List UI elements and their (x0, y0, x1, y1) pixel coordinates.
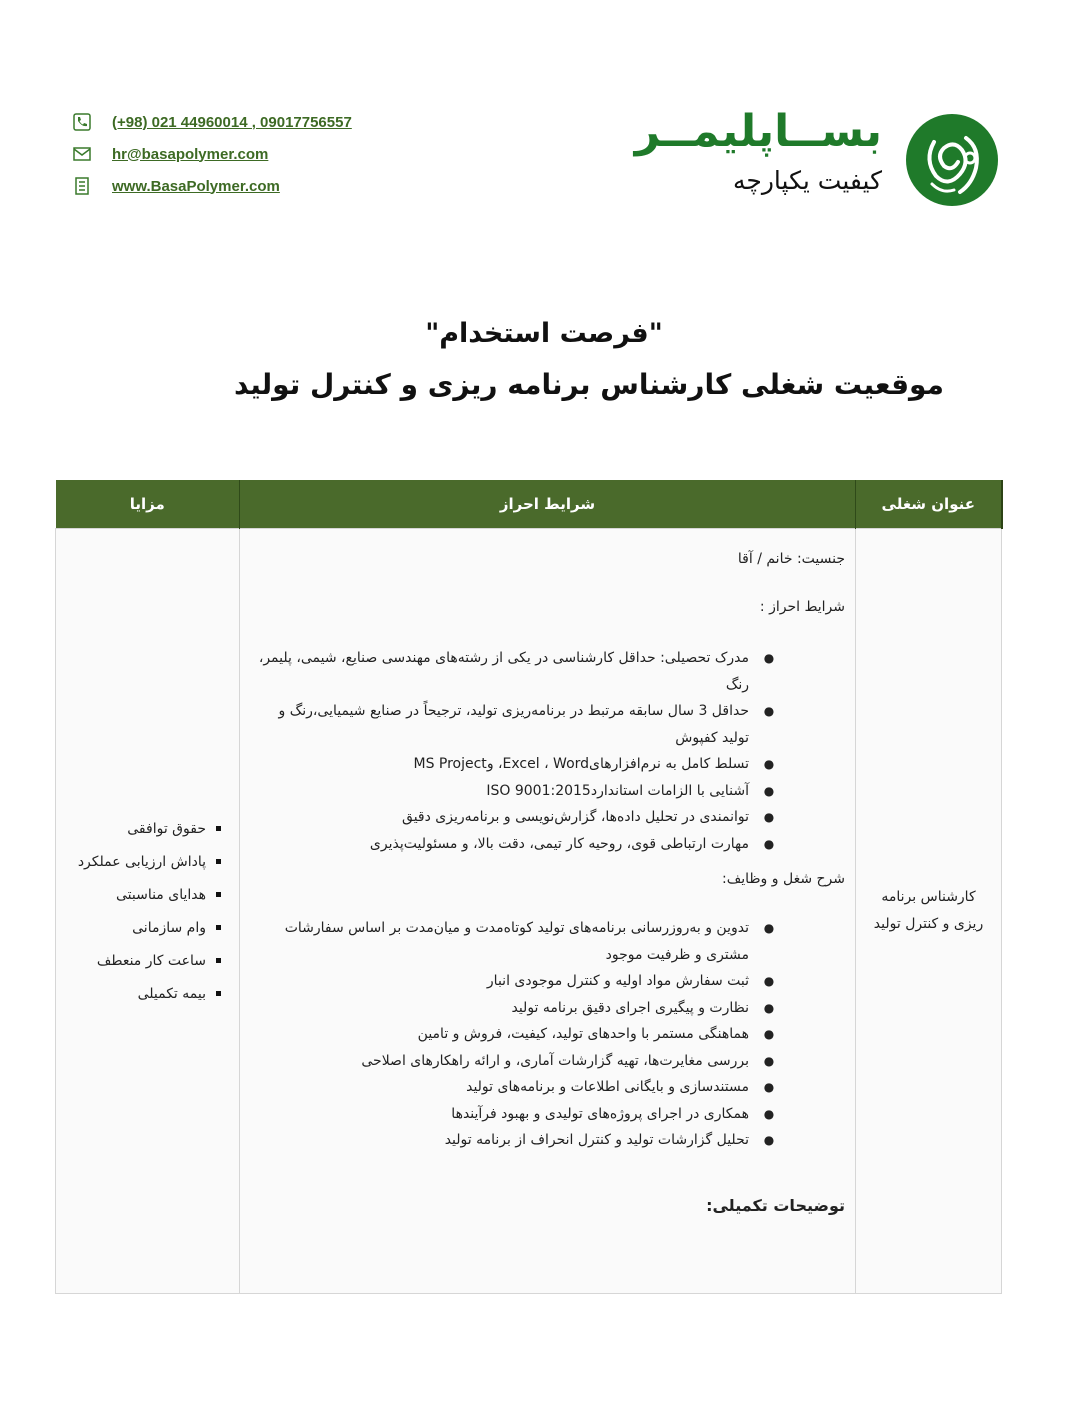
table-header-row (56, 480, 1002, 529)
benefit-text: هدایای مناسبتی (115, 886, 206, 903)
duty-text: بررسی مغایرت‌ها، تهیه گزارشات آماری، و ارائه راهکارهای اصلاحی (361, 1052, 749, 1069)
logo-tagline: کیفیت یکپارچه (733, 166, 882, 195)
contact-block (72, 106, 352, 202)
list-item: ● مدرک تحصیلی: حداقل کارشناسی در یکی از رشته‌های مهندسی صنایع، شیمی، پلیمر، رنگ (248, 645, 845, 698)
benefit-text: وام سازمانی (132, 919, 206, 936)
list-item (56, 977, 221, 1010)
requirement-text: توانمندی در تحلیل داده‌ها، گزارش‌نویسی و برنامه‌ریزی دقیق (402, 809, 749, 825)
duty-text: ثبت سفارش مواد اولیه و کنترل موجودی انبار (486, 973, 749, 989)
requirements-list (248, 645, 845, 857)
phone-link[interactable]: (+98) 021 44960014 , 09017756557 (112, 113, 352, 131)
list-item (56, 845, 221, 878)
gender-text: جنسیت: خانم / آقا (737, 551, 845, 567)
duty-text: همکاری در اجرای پروژه‌های تولیدی و بهبود فرآیندها (451, 1105, 749, 1122)
logo-name: بســاپلیمــر (634, 106, 882, 157)
requirement-text: مدرک تحصیلی: حداقل کارشناسی در یکی از رشته‌های مهندسی صنایع، شیمی، پلیمر، رنگ (258, 650, 749, 693)
requirement-text: آشنایی با الزامات استانداردISO 9001:2015 (486, 782, 749, 799)
list-item: ● تدوین و به‌روزرسانی برنامه‌های تولید کوتاه‌مدت و میان‌مدت بر اساس سفارشات مشتری و ظرفیت موجود (248, 915, 845, 968)
requirement-text: مهارت ارتباطی قوی، روحیه کار تیمی، دقت بالا، و مسئولیت‌پذیری (369, 835, 749, 852)
duties-heading: شرح شغل و وظایف: (722, 871, 845, 887)
benefits-list (56, 812, 239, 1010)
list-item: ● نظارت و پیگیری اجرای دقیق برنامه تولید (248, 995, 845, 1022)
benefit-text: پاداش ارزیابی عملکرد (77, 853, 206, 870)
list-item: ● ثبت سفارش مواد اولیه و کنترل موجودی انبار (248, 968, 845, 995)
list-item: ● بررسی مغایرت‌ها، تهیه گزارشات آماری، و ارائه راهکارهای اصلاحی (248, 1048, 845, 1075)
envelope-icon (72, 144, 92, 164)
duty-text: هماهنگی مستمر با واحدهای تولید، کیفیت، فروش و تامین (417, 1026, 749, 1042)
table-row (56, 529, 1002, 1294)
requirements-cell (240, 529, 856, 1294)
header-benefits: مزایا (56, 480, 240, 529)
job-table (55, 480, 1003, 1294)
list-item: ● هماهنگی مستمر با واحدهای تولید، کیفیت، فروش و تامین (248, 1021, 845, 1048)
header-requirements: شرایط احراز (240, 480, 856, 529)
contact-website-row (72, 170, 352, 202)
contact-phone-row (72, 106, 352, 138)
duty-text: نظارت و پیگیری اجرای دقیق برنامه تولید (511, 999, 749, 1016)
job-title-cell: کارشناس برنامه ریزی و کنترل تولید (856, 529, 1002, 1294)
duty-text: تدوین و به‌روزرسانی برنامه‌های تولید کوتاه‌مدت و میان‌مدت بر اساس سفارشات مشتری و ظرفیت موجود (284, 920, 749, 963)
list-item (56, 911, 221, 944)
website-link[interactable]: www.BasaPolymer.com (112, 177, 280, 195)
benefit-text: ساعت کار منعطف (96, 952, 206, 969)
list-item (56, 878, 221, 911)
document-icon (72, 176, 92, 196)
page-subtitle: موقعیت شغلی کارشناس برنامه ریزی و کنترل تولید (234, 368, 944, 401)
list-item (56, 944, 221, 977)
contact-email-row (72, 138, 352, 170)
phone-icon (72, 112, 92, 132)
notes-heading: توضیحات تکمیلی: (706, 1195, 845, 1215)
page-title: "فرصت استخدام" (425, 318, 663, 349)
benefit-text: بیمه تکمیلی (137, 985, 206, 1002)
company-logo (630, 106, 1000, 215)
list-item: ● همکاری در اجرای پروژه‌های تولیدی و بهبود فرآیندها (248, 1101, 845, 1128)
duty-text: تحلیل گزارشات تولید و کنترل انحراف از برنامه تولید (444, 1132, 749, 1148)
list-item: ● تحلیل گزارشات تولید و کنترل انحراف از برنامه تولید (248, 1127, 845, 1154)
header-job-title: عنوان شغلی (856, 480, 1002, 529)
list-item: ● مستندسازی و بایگانی اطلاعات و برنامه‌های تولید (248, 1074, 845, 1101)
list-item: ● تسلط کامل به نرم‌افزارهایExcel ، Word، وMS Project (248, 751, 845, 778)
benefit-text: حقوق توافقی (127, 820, 206, 837)
list-item: ● حداقل 3 سال سابقه مرتبط در برنامه‌ریزی تولید، ترجیحاً در صنایع شیمیایی،رنگ و تولید کفپوش (248, 698, 845, 751)
benefits-cell (56, 529, 240, 1294)
list-item: ● آشنایی با الزامات استانداردISO 9001:2015 (248, 778, 845, 805)
logo-mark-icon (904, 112, 1000, 208)
requirement-text: تسلط کامل به نرم‌افزارهایExcel ، Word، وMS Project (413, 756, 749, 772)
duties-list (248, 915, 845, 1154)
duty-text: مستندسازی و بایگانی اطلاعات و برنامه‌های تولید (466, 1079, 749, 1095)
requirement-text: حداقل 3 سال سابقه مرتبط در برنامه‌ریزی تولید، ترجیحاً در صنایع شیمیایی،رنگ و تولید کفپوش (278, 703, 749, 746)
requirements-heading: شرایط احراز : (759, 599, 845, 615)
list-item: ● مهارت ارتباطی قوی، روحیه کار تیمی، دقت بالا، و مسئولیت‌پذیری (248, 831, 845, 858)
list-item (56, 812, 221, 845)
email-link[interactable]: hr@basapolymer.com (112, 145, 269, 163)
list-item: ● توانمندی در تحلیل داده‌ها، گزارش‌نویسی و برنامه‌ریزی دقیق (248, 804, 845, 831)
